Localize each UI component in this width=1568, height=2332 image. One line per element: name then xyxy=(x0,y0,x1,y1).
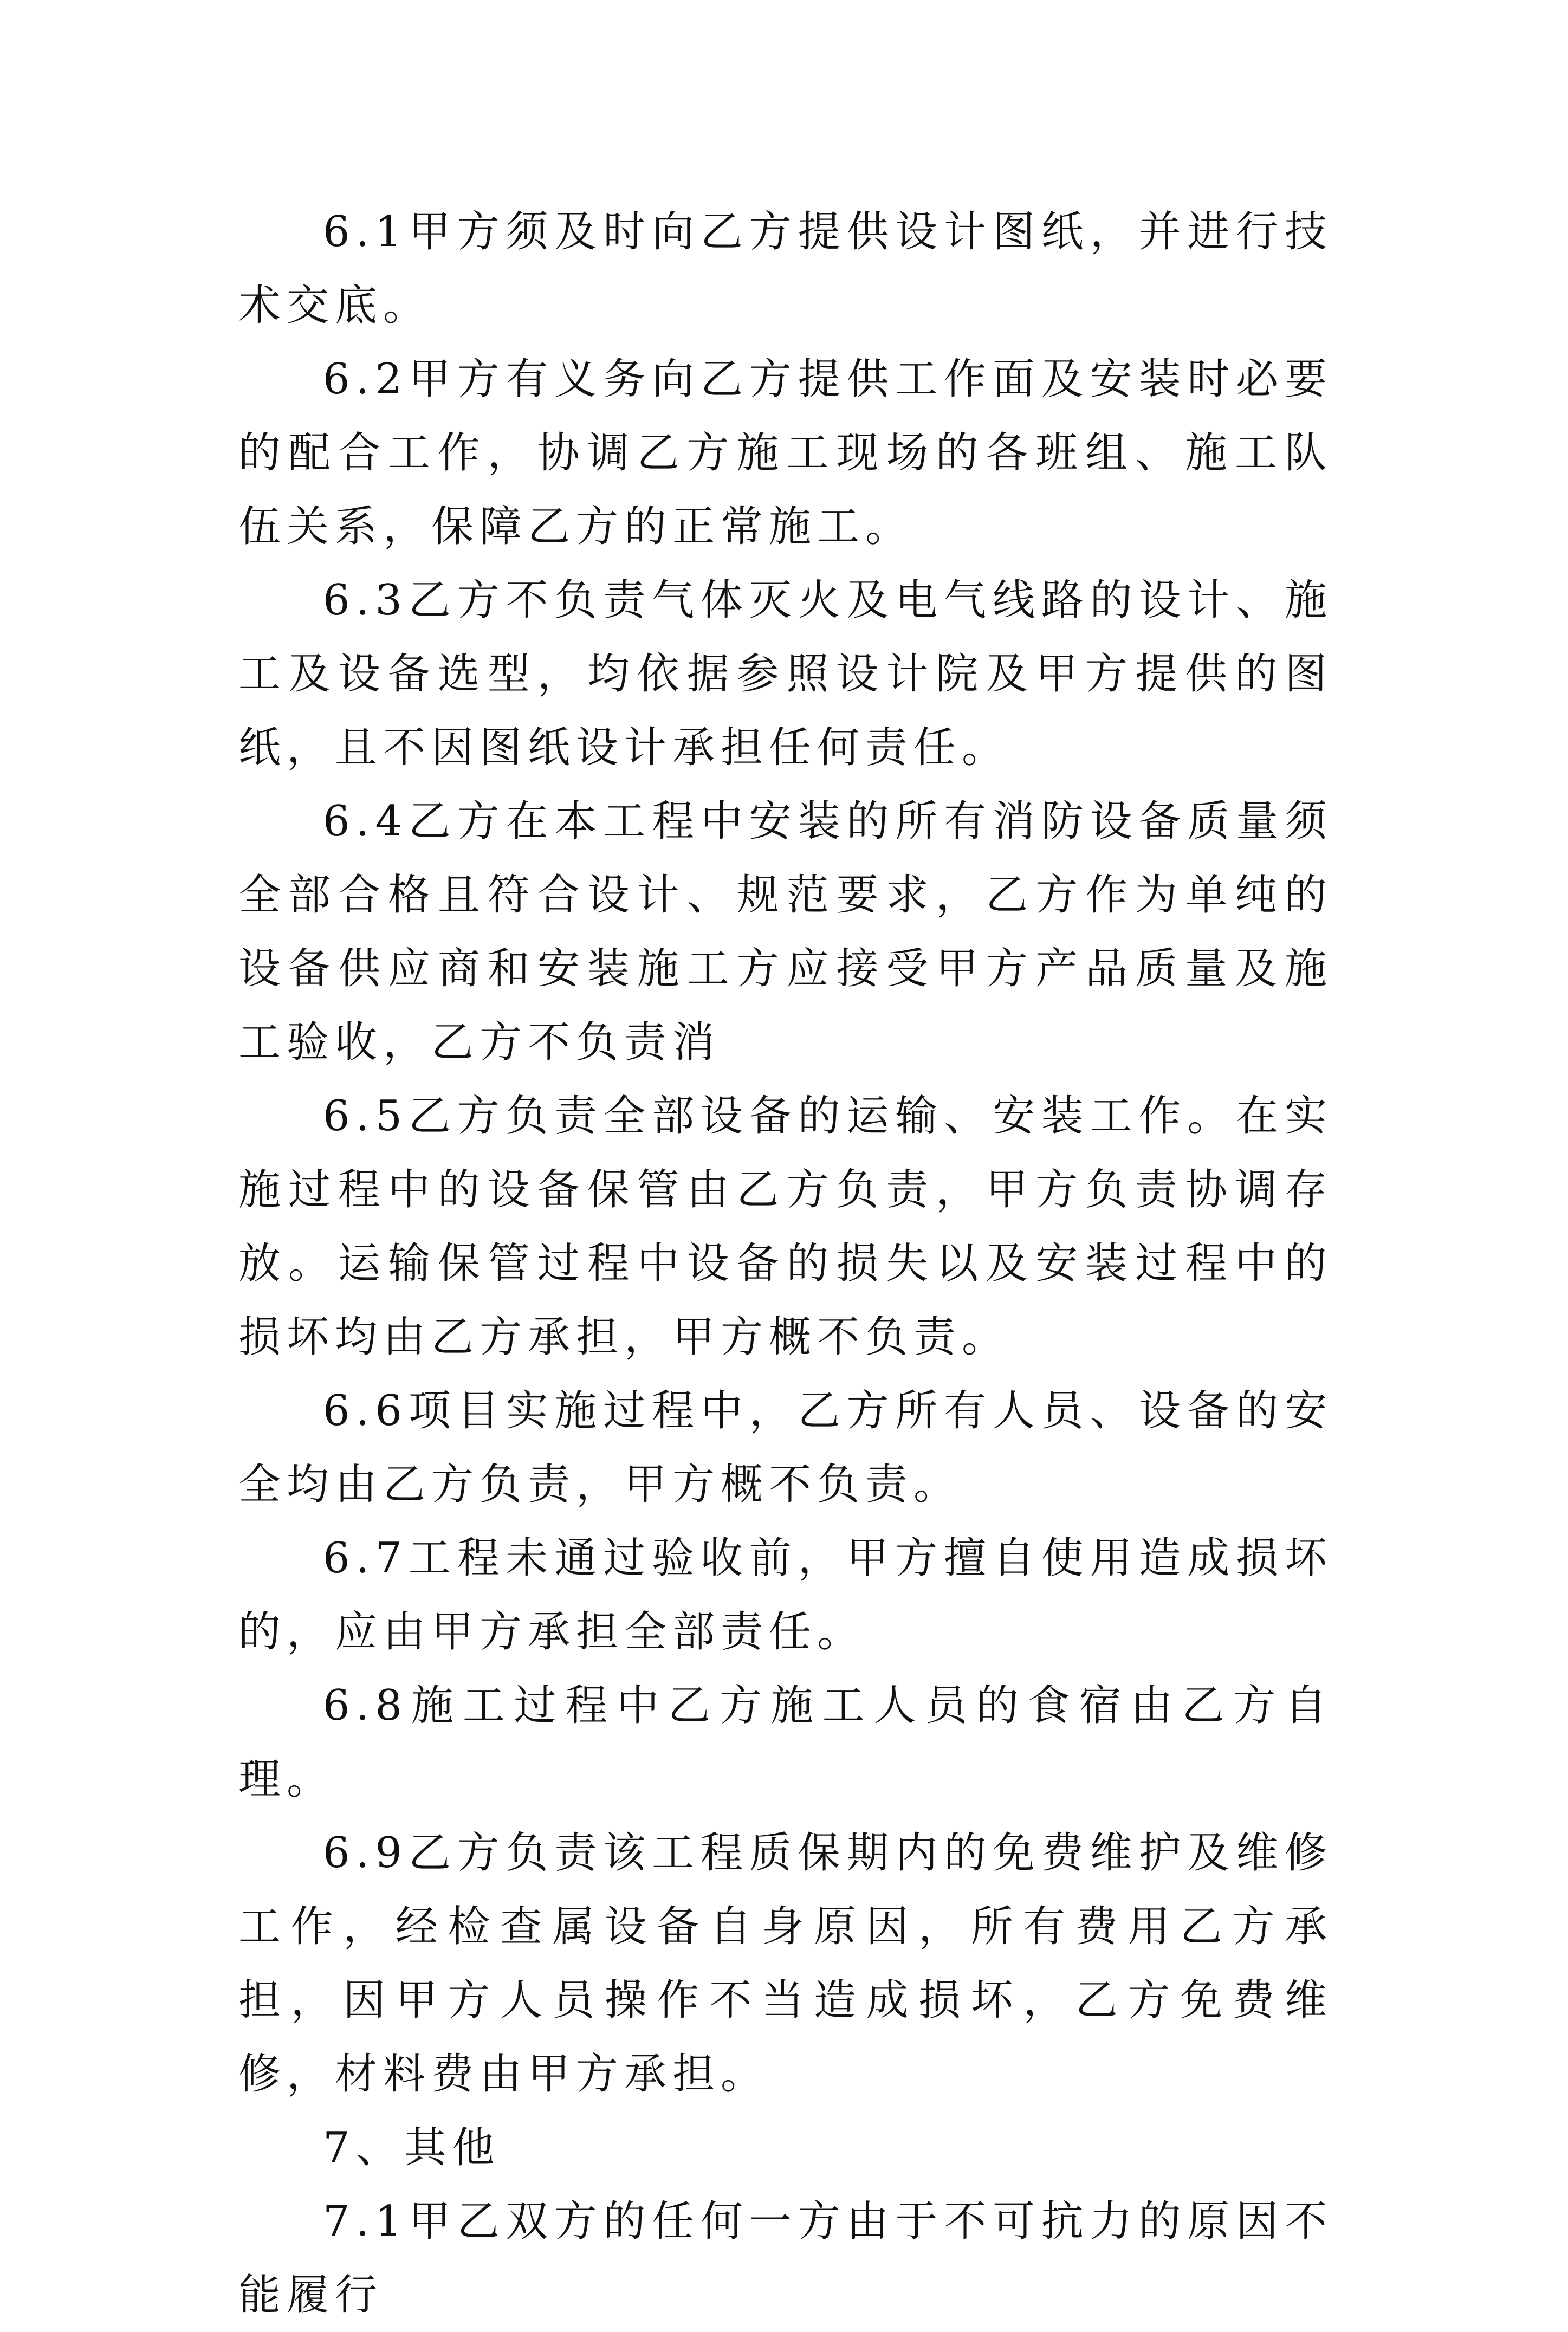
clause-6-2: 6.2甲方有义务向乙方提供工作面及安装时必要的配合工作，协调乙方施工现场的各班组、施工队伍关系，保障乙方的正常施工。 xyxy=(238,355,1333,551)
clause-7-1: 7.1甲乙双方的任何一方由于不可抗力的原因不能履行 xyxy=(238,2197,1333,2320)
document-body xyxy=(238,195,1333,2332)
clause-6-4: 6.4乙方在本工程中安装的所有消防设备质量须全部合格且符合设计、规范要求，乙方作为单纯的设备供应商和安装施工方应接受甲方产品质量及施工验收，乙方不负责消 xyxy=(238,797,1333,1067)
clause-6-9: 6.9乙方负责该工程质保期内的免费维护及维修工作，经检查属设备自身原因，所有费用乙方承担，因甲方人员操作不当造成损坏，乙方免费维修，材料费由甲方承担。 xyxy=(238,1829,1333,2098)
clause-6-1: 6.1甲方须及时向乙方提供设计图纸，并进行技术交底。 xyxy=(238,208,1333,330)
clause-6-6: 6.6项目实施过程中，乙方所有人员、设备的安全均由乙方负责，甲方概不负责。 xyxy=(238,1387,1333,1509)
clause-6-8: 6.8施工过程中乙方施工人员的食宿由乙方自理。 xyxy=(238,1681,1333,1804)
clause-6-5: 6.5乙方负责全部设备的运输、安装工作。在实施过程中的设备保管由乙方负责，甲方负责协调存放。运输保管过程中设备的损失以及安装过程中的损坏均由乙方承担，甲方概不负责。 xyxy=(238,1092,1333,1362)
clause-6-3: 6.3乙方不负责气体灭火及电气线路的设计、施工及设备选型，均依据参照设计院及甲方提供的图纸，且不因图纸设计承担任何责任。 xyxy=(238,576,1333,772)
clause-6-7: 6.7工程未通过验收前，甲方擅自使用造成损坏的，应由甲方承担全部责任。 xyxy=(238,1534,1333,1656)
section-7-heading: 7、其他 xyxy=(323,2123,501,2172)
